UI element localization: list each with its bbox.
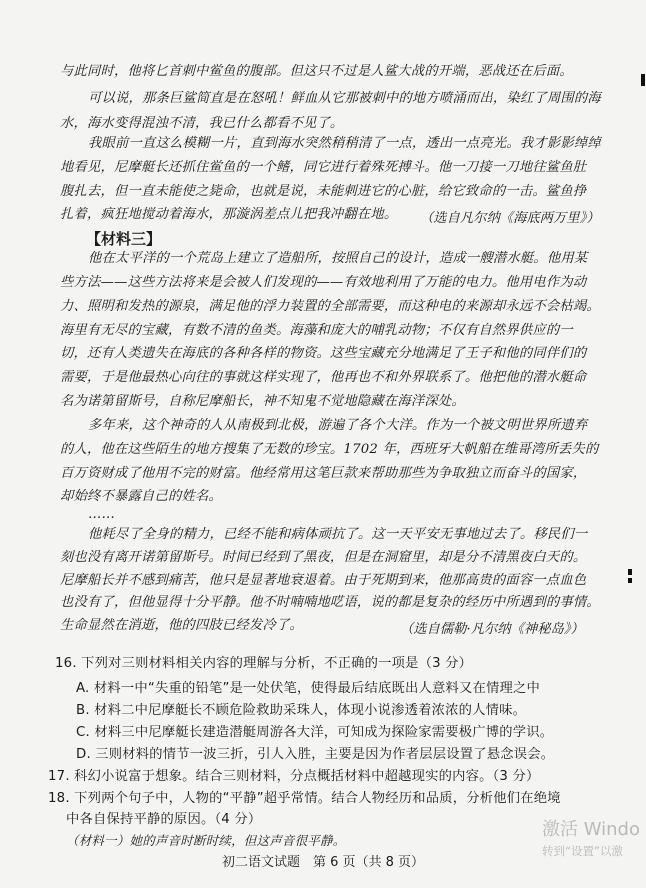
passage-line: 多年来，这个神奇的人从南极到北极，游遍了各个大洋。作为一个被文明世界所遗弃	[88, 418, 588, 433]
option-d: D. 三则材料的情节一波三折，引人入胜，主要是因为作者层层设置了悬念误会。	[76, 747, 555, 762]
source-citation: （选自凡尔纳《海底两万里》）	[420, 211, 600, 226]
passage-line: 我眼前一直这么模糊一片，直到海水突然稍稍清了一点，透出一点亮光。我才影影绰绰	[88, 136, 601, 151]
passage-line: 刻也没有离开诺第留斯号。时间已经到了黑夜，但是在洞窟里，却是分不清黑夜白天的。	[60, 550, 587, 565]
passage-line: 需要，于是他最热心向往的事就这样实现了，他再也不和外界联系了。他把他的潜水艇命	[60, 370, 587, 385]
ellipsis: ……	[88, 507, 115, 522]
scan-mark	[628, 569, 632, 575]
passage-line: 尼摩船长并不感到痛苦，他只是显著地衰退着。由于死期到来，他那高贵的面容一点血色	[60, 573, 587, 588]
activation-watermark-title: 激活 Windo	[542, 819, 640, 840]
source-citation: （选自儒勒·凡尔纳《神秘岛》）	[400, 622, 584, 637]
question-18-cont: 中各自保持平静的原因。（4 分）	[66, 812, 262, 827]
passage-line: 水，海水变得混浊不清，我已什么都看不见了。	[60, 116, 344, 131]
option-c: C. 材料三中尼摩艇长建造潜艇周游各大洋，可知成为探险家需要极广博的学识。	[76, 725, 554, 740]
passage-line: 扎着，疯狂地搅动着海水，那漩涡差点儿把我冲翻在地。	[60, 207, 398, 222]
passage-line: 与此同时，他将匕首刺中鲎鱼的腹部。但这只不过是人鲨大战的开端，恶战还在后面。	[60, 64, 573, 79]
passage-line: 腹扎去，但一直未能使之毙命，也就是说，未能刺进它的心脏，给它致命的一击。鲨鱼挣	[60, 184, 587, 199]
scan-mark	[628, 578, 632, 583]
passage-line: 的人，他在这些陌生的地方搜集了无数的珍宝。1702 年，西班牙大帆船在维哥湾所丢失的	[60, 442, 599, 457]
question-18-excerpt: （材料一）她的声音时断时续，但这声音很平静。	[66, 833, 346, 848]
passage-line: 名为诺第留斯号，自称尼摩船长，神不知鬼不觉地隐藏在海洋深处。	[60, 394, 465, 409]
page-footer: 初二语文试题 第 6 页（共 8 页）	[221, 855, 425, 870]
passage-line: 却始终不暴露自己的姓名。	[60, 489, 222, 504]
scan-mark	[641, 74, 645, 86]
passage-line: 他在太平洋的一个荒岛上建立了造船所，按照自己的设计，造成一艘潜水艇。他用某	[88, 251, 588, 266]
passage-line: 些方法——这些方法将来是会被人们发现的——有效地利用了万能的电力。他用电作为动	[60, 275, 587, 290]
passage-line: 也没有了，但他显得十分平静。他不时喃喃地呓语，说的都是复杂的经历中所遇到的事情。	[60, 595, 600, 610]
passage-line: 百万资财成了他用不完的财富。他经常用这笔巨款来帮助那些为争取独立而奋斗的国家，	[60, 466, 587, 481]
passage-line: 他耗尽了全身的精力，已经不能和病体顽抗了。这一天平安无事地过去了。移民们一	[88, 527, 588, 542]
activation-watermark-subtitle: 转到“设置”以激	[542, 844, 623, 858]
material-heading: 【材料三】	[86, 230, 162, 248]
passage-line: 生命显然在消逝，他的四肢已经发冷了。	[60, 618, 303, 633]
question-16: 16. 下列对三则材料相关内容的理解与分析，不正确的一项是（3 分）	[55, 656, 473, 671]
passage-line: 地看见，尼摩艇长还抓住鲎鱼的一个鳍，同它进行着殊死搏斗。他一刀接一刀地往鲨鱼肚	[60, 160, 587, 175]
passage-line: 力、照明和发热的源泉，满足他的浮力装置的全部需要，而这种电的来源却永远不会枯竭。	[60, 299, 600, 314]
passage-line: 海里有无尽的宝藏，有数不清的鱼类。海藻和庞大的哺乳动物；不仅有自然界供应的一	[60, 323, 573, 338]
passage-line: 可以说，那条巨鲨简直是在怒吼！鲜血从它那被刺中的地方喷涌而出，染红了周围的海	[88, 91, 601, 106]
passage-line: 切，还有人类遗失在海底的各种各样的物资。这些宝藏充分地满足了王子和他的同伴们的	[60, 346, 587, 361]
option-a: A. 材料一中“失重的铅笔”是一处伏笔，使得最后结底既出人意料又在情理之中	[76, 681, 540, 696]
option-b: B. 材料二中尼摩艇长不顾危险救助采珠人，体现小说渗透着浓浓的人情味。	[76, 703, 527, 718]
question-17: 17. 科幻小说富于想象。结合三则材料，分点概括材料中超越现实的内容。（3 分）	[48, 769, 540, 784]
question-18: 18. 下列两个句子中，人物的“平静”超乎常情。结合人物经历和品质，分析他们在绝境	[48, 791, 561, 806]
